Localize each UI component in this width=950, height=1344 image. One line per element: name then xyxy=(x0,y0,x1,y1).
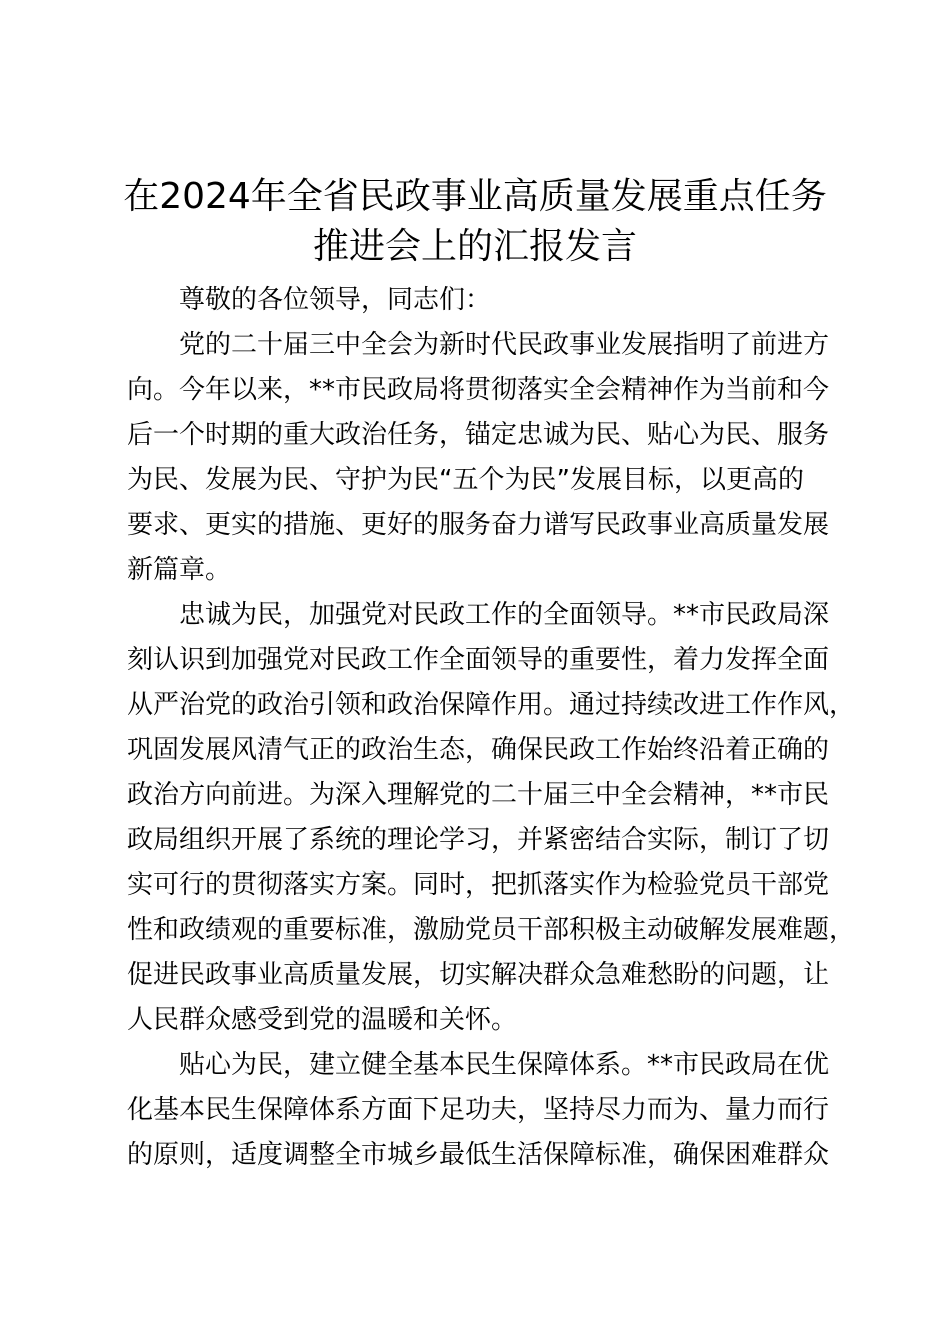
title-line-2: 推进会上的汇报发言 xyxy=(312,226,637,267)
paragraph-line: 为民、发展为民、守护为民“五个为民”发展目标，以更高的 xyxy=(127,465,804,495)
paragraph-line: 政治方向前进。为深入理解党的二十届三中全会精神，**市民 xyxy=(127,780,830,810)
paragraph-2 xyxy=(127,593,856,1043)
paragraph-line: 向。今年以来，**市民政局将贯彻落实全会精神作为当前和今 xyxy=(127,375,830,405)
salutation-text: 尊敬的各位领导，同志们： xyxy=(179,285,492,315)
paragraph-line: 刻认识到加强党对民政工作全面领导的重要性，着力发挥全面 xyxy=(127,645,830,675)
paragraph-line: 从严治党的政治引领和政治保障作用。通过持续改进工作作风， xyxy=(127,690,856,720)
paragraph-line: 人民群众感受到党的温暖和关怀。 xyxy=(127,1005,518,1035)
paragraph-line: 促进民政事业高质量发展，切实解决群众急难愁盼的问题，让 xyxy=(127,960,830,990)
paragraph-1 xyxy=(127,323,830,593)
paragraph-line: 的原则，适度调整全市城乡最低生活保障标准，确保困难群众 xyxy=(127,1140,830,1170)
paragraph-line: 实可行的贯彻落实方案。同时，把抓落实作为检验党员干部党 xyxy=(127,870,830,900)
paragraph-line: 巩固发展风清气正的政治生态，确保民政工作始终沿着正确的 xyxy=(127,735,830,765)
paragraph-3 xyxy=(127,1043,830,1178)
paragraph-line: 贴心为民，建立健全基本民生保障体系。**市民政局在优 xyxy=(179,1050,830,1080)
paragraph-line: 后一个时期的重大政治任务，锚定忠诚为民、贴心为民、服务 xyxy=(127,420,830,450)
paragraph-line: 新篇章。 xyxy=(127,555,232,585)
paragraph-line: 性和政绩观的重要标准，激励党员干部积极主动破解发展难题， xyxy=(127,915,856,945)
paragraph-line: 政局组织开展了系统的理论学习，并紧密结合实际，制订了切 xyxy=(127,825,830,855)
document-title xyxy=(110,172,840,272)
paragraph-line: 要求、更实的措施、更好的服务奋力谱写民政事业高质量发展 xyxy=(127,510,830,540)
paragraph-line: 化基本民生保障体系方面下足功夫，坚持尽力而为、量力而行 xyxy=(127,1095,830,1125)
salutation xyxy=(127,278,827,323)
paragraph-line: 忠诚为民，加强党对民政工作的全面领导。**市民政局深 xyxy=(179,600,830,630)
paragraph-line: 党的二十届三中全会为新时代民政事业发展指明了前进方 xyxy=(179,330,830,360)
document-body xyxy=(127,278,856,1178)
title-line-1: 在2024年全省民政事业高质量发展重点任务 xyxy=(123,176,827,217)
